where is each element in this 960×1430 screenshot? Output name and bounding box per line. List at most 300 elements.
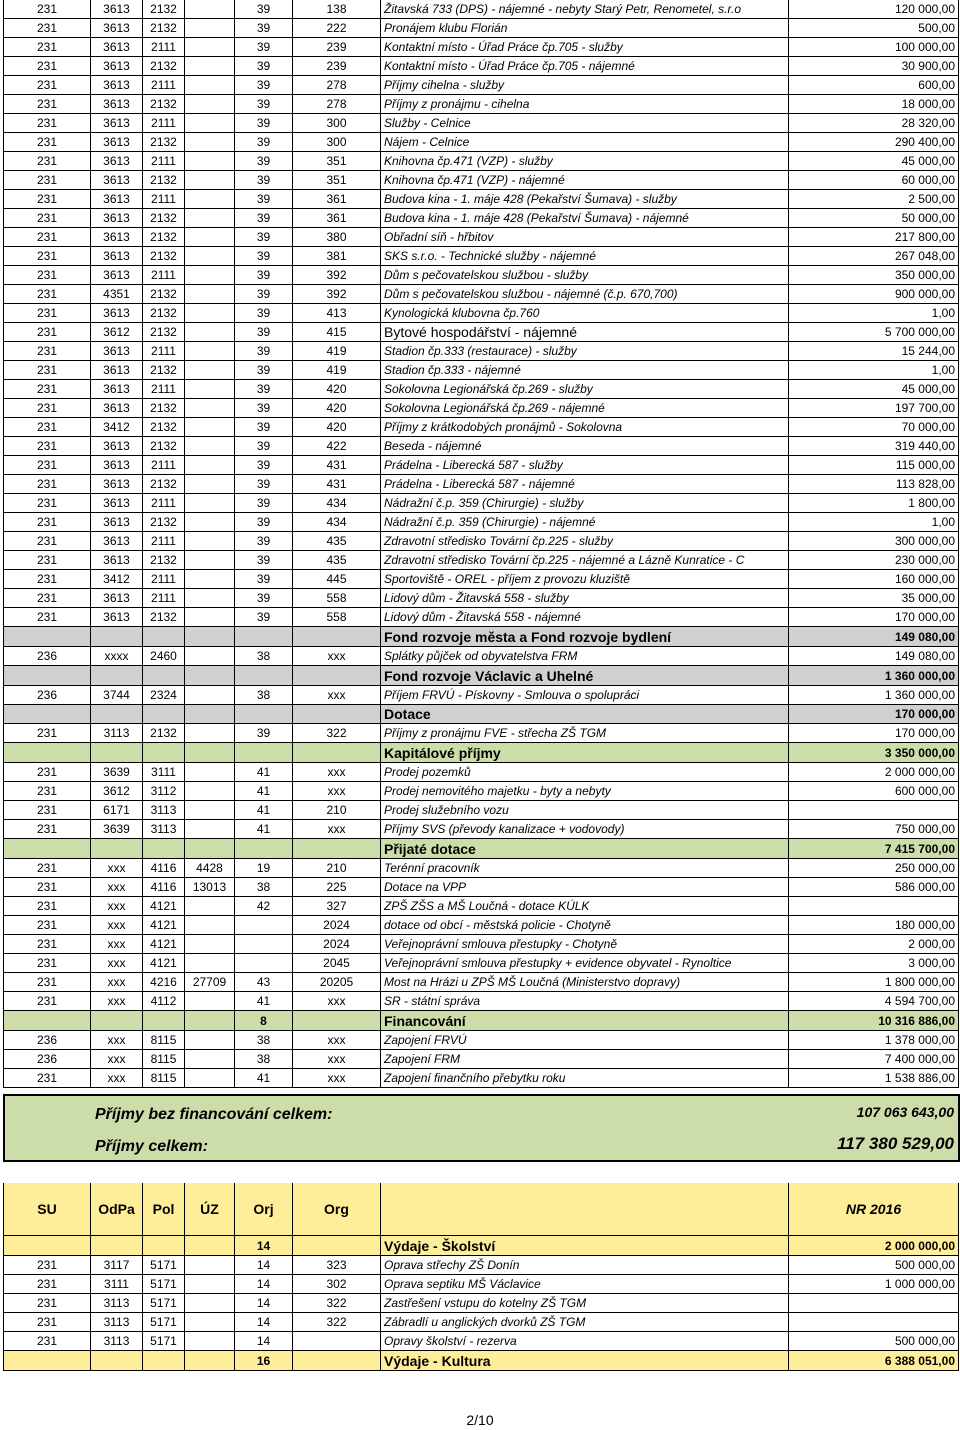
cell-pol: 2132	[143, 513, 185, 532]
cell-description: Prodej služebního vozu	[381, 801, 789, 820]
cell-description: Kontaktní místo - Úřad Práce čp.705 - nájemné	[381, 57, 789, 76]
cell-odpa: 3613	[91, 0, 143, 19]
table-row	[4, 878, 959, 897]
cell-pol: 2132	[143, 608, 185, 627]
cell-uz	[185, 743, 235, 763]
cell-pol: 3113	[143, 820, 185, 839]
cell-odpa: 3613	[91, 228, 143, 247]
cell-pol: 2111	[143, 380, 185, 399]
cell-pol: 5171	[143, 1332, 185, 1351]
cell-pol: 2324	[143, 686, 185, 705]
cell-amount: 350 000,00	[789, 266, 959, 285]
cell-org: 445	[293, 570, 381, 589]
cell-odpa: 3613	[91, 551, 143, 570]
table-row	[4, 19, 959, 38]
table-row	[4, 380, 959, 399]
cell-amount: 1,00	[789, 361, 959, 380]
header-su: SU	[4, 1183, 91, 1236]
cell-pol	[143, 627, 185, 647]
cell-amount: 180 000,00	[789, 916, 959, 935]
cell-uz	[185, 171, 235, 190]
cell-orj: 42	[235, 897, 293, 916]
cell-description: Stadion čp.333 - nájemné	[381, 361, 789, 380]
cell-uz	[185, 133, 235, 152]
cell-uz	[185, 647, 235, 666]
cell-amount: 10 316 886,00	[789, 1011, 959, 1031]
income-total-value: 117 380 529,00	[837, 1134, 954, 1153]
cell-su: 231	[4, 589, 91, 608]
cell-orj: 14	[235, 1332, 293, 1351]
cell-description: Nádražní č.p. 359 (Chirurgie) - nájemné	[381, 513, 789, 532]
cell-su: 231	[4, 266, 91, 285]
cell-amount: 28 320,00	[789, 114, 959, 133]
cell-description: Kapitálové příjmy	[381, 743, 789, 763]
cell-su: 231	[4, 399, 91, 418]
cell-amount: 15 244,00	[789, 342, 959, 361]
table-row	[4, 954, 959, 973]
cell-odpa: 3613	[91, 76, 143, 95]
cell-org: 558	[293, 589, 381, 608]
cell-uz	[185, 724, 235, 743]
cell-su: 231	[4, 1275, 91, 1294]
cell-org: xxx	[293, 992, 381, 1011]
cell-odpa: 3612	[91, 323, 143, 342]
cell-su: 231	[4, 456, 91, 475]
cell-pol	[143, 743, 185, 763]
cell-su: 231	[4, 1069, 91, 1088]
table-row	[4, 763, 959, 782]
cell-uz	[185, 1031, 235, 1050]
cell-pol: 2132	[143, 19, 185, 38]
cell-org: 420	[293, 399, 381, 418]
cell-uz	[185, 1236, 235, 1256]
table-row	[4, 456, 959, 475]
cell-org: xxx	[293, 686, 381, 705]
cell-amount: 500 000,00	[789, 1332, 959, 1351]
table-row	[4, 190, 959, 209]
cell-org: 351	[293, 171, 381, 190]
cell-odpa: 3613	[91, 475, 143, 494]
cell-uz	[185, 57, 235, 76]
cell-amount: 900 000,00	[789, 285, 959, 304]
cell-amount: 7 400 000,00	[789, 1050, 959, 1069]
cell-pol: 4216	[143, 973, 185, 992]
cell-amount: 1,00	[789, 513, 959, 532]
cell-amount: 2 500,00	[789, 190, 959, 209]
cell-orj: 39	[235, 323, 293, 342]
cell-odpa	[91, 743, 143, 763]
cell-orj: 39	[235, 19, 293, 38]
cell-odpa: 3613	[91, 57, 143, 76]
cell-description: Kynologická klubovna čp.760	[381, 304, 789, 323]
totals-box	[3, 1094, 960, 1162]
cell-odpa: 3613	[91, 266, 143, 285]
cell-su: 231	[4, 1332, 91, 1351]
cell-su: 236	[4, 647, 91, 666]
cell-su: 231	[4, 935, 91, 954]
cell-amount: 45 000,00	[789, 152, 959, 171]
table-row	[4, 38, 959, 57]
income-table	[3, 0, 959, 1088]
cell-pol	[143, 839, 185, 859]
table-row	[4, 1313, 959, 1332]
cell-odpa: 3612	[91, 782, 143, 801]
cell-su: 231	[4, 916, 91, 935]
cell-pol: 2132	[143, 0, 185, 19]
cell-pol: 2111	[143, 342, 185, 361]
cell-amount: 290 400,00	[789, 133, 959, 152]
cell-org: 558	[293, 608, 381, 627]
cell-pol: 2132	[143, 285, 185, 304]
cell-odpa: 3613	[91, 589, 143, 608]
cell-org: 413	[293, 304, 381, 323]
cell-pol: 8115	[143, 1031, 185, 1050]
cell-orj: 39	[235, 209, 293, 228]
cell-su: 231	[4, 859, 91, 878]
cell-org: xxx	[293, 820, 381, 839]
cell-su: 231	[4, 782, 91, 801]
cell-odpa: 3613	[91, 19, 143, 38]
cell-amount: 1 800,00	[789, 494, 959, 513]
cell-org: 322	[293, 1313, 381, 1332]
table-row	[4, 1351, 959, 1371]
cell-description: Terénní pracovník	[381, 859, 789, 878]
cell-orj: 43	[235, 973, 293, 992]
cell-su: 231	[4, 551, 91, 570]
cell-org: 415	[293, 323, 381, 342]
cell-orj: 39	[235, 532, 293, 551]
cell-orj: 39	[235, 114, 293, 133]
cell-org: xxx	[293, 647, 381, 666]
cell-odpa: 3613	[91, 342, 143, 361]
cell-odpa: xxx	[91, 878, 143, 897]
cell-orj: 39	[235, 76, 293, 95]
cell-su: 231	[4, 380, 91, 399]
cell-description: Sokolovna Legionářská čp.269 - služby	[381, 380, 789, 399]
cell-odpa: 3613	[91, 38, 143, 57]
cell-su: 231	[4, 1294, 91, 1313]
header-uz: ÚZ	[185, 1183, 235, 1236]
cell-uz	[185, 190, 235, 209]
cell-uz	[185, 532, 235, 551]
cell-uz	[185, 361, 235, 380]
cell-amount	[789, 1313, 959, 1332]
cell-org: 351	[293, 152, 381, 171]
cell-description: Příjmy SVS (převody kanalizace + vodovody)	[381, 820, 789, 839]
cell-amount: 60 000,00	[789, 171, 959, 190]
cell-odpa: 3613	[91, 494, 143, 513]
cell-su: 231	[4, 418, 91, 437]
cell-su	[4, 1351, 91, 1371]
table-row	[4, 152, 959, 171]
cell-description: Příjmy cihelna - služby	[381, 76, 789, 95]
cell-orj: 39	[235, 285, 293, 304]
cell-pol: 3111	[143, 763, 185, 782]
table-row	[4, 266, 959, 285]
cell-pol: 2111	[143, 190, 185, 209]
cell-org: 431	[293, 475, 381, 494]
cell-orj: 41	[235, 801, 293, 820]
cell-pol: 2111	[143, 494, 185, 513]
cell-description: Most na Hrázi u ZPŠ MŠ Loučná (Ministerstvo dopravy)	[381, 973, 789, 992]
cell-org: 300	[293, 133, 381, 152]
cell-orj: 14	[235, 1294, 293, 1313]
cell-orj	[235, 935, 293, 954]
cell-description: Splátky půjček od obyvatelstva FRM	[381, 647, 789, 666]
cell-pol: 2132	[143, 437, 185, 456]
cell-orj: 39	[235, 228, 293, 247]
cell-org: 381	[293, 247, 381, 266]
cell-org: 420	[293, 418, 381, 437]
cell-uz: 4428	[185, 859, 235, 878]
cell-uz	[185, 935, 235, 954]
cell-amount: 149 080,00	[789, 647, 959, 666]
cell-description: Výdaje - Kultura	[381, 1351, 789, 1371]
cell-su: 231	[4, 897, 91, 916]
cell-orj: 39	[235, 724, 293, 743]
cell-org: 422	[293, 437, 381, 456]
cell-su: 231	[4, 209, 91, 228]
cell-pol: 2132	[143, 323, 185, 342]
cell-uz	[185, 916, 235, 935]
cell-su	[4, 839, 91, 859]
cell-description: Dotace	[381, 705, 789, 724]
cell-orj: 39	[235, 57, 293, 76]
cell-orj: 39	[235, 133, 293, 152]
cell-odpa	[91, 1351, 143, 1371]
cell-uz	[185, 551, 235, 570]
cell-odpa: 3613	[91, 456, 143, 475]
cell-description: Dům s pečovatelskou službou - služby	[381, 266, 789, 285]
cell-amount: 300 000,00	[789, 532, 959, 551]
cell-description: Přijaté dotace	[381, 839, 789, 859]
cell-su: 231	[4, 1313, 91, 1332]
cell-pol: 2132	[143, 418, 185, 437]
cell-uz	[185, 247, 235, 266]
cell-su: 231	[4, 820, 91, 839]
cell-orj: 39	[235, 266, 293, 285]
cell-org: 419	[293, 342, 381, 361]
cell-su: 231	[4, 1256, 91, 1275]
table-row	[4, 916, 959, 935]
cell-description: Zábradlí u anglických dvorků ZŠ TGM	[381, 1313, 789, 1332]
cell-org: 322	[293, 1294, 381, 1313]
table-row	[4, 418, 959, 437]
cell-uz	[185, 76, 235, 95]
cell-orj: 39	[235, 38, 293, 57]
cell-uz	[185, 801, 235, 820]
table-row	[4, 1275, 959, 1294]
cell-su: 231	[4, 494, 91, 513]
cell-description: Oprava septiku MŠ Václavice	[381, 1275, 789, 1294]
table-row	[4, 475, 959, 494]
cell-amount: 7 415 700,00	[789, 839, 959, 859]
table-row	[4, 361, 959, 380]
cell-org	[293, 627, 381, 647]
cell-uz	[185, 0, 235, 19]
cell-odpa	[91, 1011, 143, 1031]
cell-pol: 2111	[143, 589, 185, 608]
table-row	[4, 1011, 959, 1031]
cell-orj: 39	[235, 494, 293, 513]
cell-uz	[185, 513, 235, 532]
cell-orj: 39	[235, 361, 293, 380]
cell-uz	[185, 304, 235, 323]
cell-org: 322	[293, 724, 381, 743]
cell-uz	[185, 475, 235, 494]
cell-org: 302	[293, 1275, 381, 1294]
cell-org: 210	[293, 859, 381, 878]
cell-odpa: 3744	[91, 686, 143, 705]
cell-description: Bytové hospodářství - nájemné	[381, 323, 789, 342]
income-without-financing-label: Příjmy bez financování celkem:	[95, 1106, 333, 1123]
cell-odpa: 3613	[91, 399, 143, 418]
cell-pol: 2132	[143, 551, 185, 570]
cell-description: Financování	[381, 1011, 789, 1031]
cell-pol: 5171	[143, 1294, 185, 1313]
cell-description: Fond rozvoje Václavic a Uhelné	[381, 666, 789, 686]
table-row	[4, 801, 959, 820]
cell-org: 2024	[293, 916, 381, 935]
cell-uz	[185, 19, 235, 38]
cell-org	[293, 705, 381, 724]
cell-su: 231	[4, 954, 91, 973]
cell-org: xxx	[293, 1050, 381, 1069]
cell-org: xxx	[293, 763, 381, 782]
cell-su: 231	[4, 228, 91, 247]
cell-amount: 3 350 000,00	[789, 743, 959, 763]
cell-pol: 2132	[143, 209, 185, 228]
cell-su	[4, 1236, 91, 1256]
cell-amount: 5 700 000,00	[789, 323, 959, 342]
cell-amount: 319 440,00	[789, 437, 959, 456]
cell-description: SR - státní správa	[381, 992, 789, 1011]
cell-org	[293, 1011, 381, 1031]
cell-su: 231	[4, 763, 91, 782]
cell-amount: 2 000 000,00	[789, 763, 959, 782]
table-row	[4, 323, 959, 342]
header-orj: Orj	[235, 1183, 293, 1236]
cell-org: 361	[293, 190, 381, 209]
cell-orj: 41	[235, 763, 293, 782]
cell-uz	[185, 627, 235, 647]
table-row	[4, 1294, 959, 1313]
cell-odpa: xxx	[91, 1050, 143, 1069]
cell-orj: 39	[235, 95, 293, 114]
cell-odpa: 3613	[91, 380, 143, 399]
cell-description: Veřejnoprávní smlouva přestupky - Chotyně	[381, 935, 789, 954]
cell-uz: 27709	[185, 973, 235, 992]
cell-su: 231	[4, 0, 91, 19]
cell-amount: 250 000,00	[789, 859, 959, 878]
cell-su	[4, 705, 91, 724]
cell-orj: 39	[235, 475, 293, 494]
cell-uz	[185, 38, 235, 57]
cell-uz	[185, 1256, 235, 1275]
cell-orj	[235, 666, 293, 686]
cell-su: 231	[4, 19, 91, 38]
cell-orj: 39	[235, 513, 293, 532]
cell-su: 236	[4, 1050, 91, 1069]
cell-orj	[235, 916, 293, 935]
cell-description: Kontaktní místo - Úřad Práce čp.705 - služby	[381, 38, 789, 57]
cell-odpa: 3613	[91, 513, 143, 532]
table-row	[4, 342, 959, 361]
cell-odpa: 3111	[91, 1275, 143, 1294]
cell-pol: 2132	[143, 361, 185, 380]
table-row	[4, 992, 959, 1011]
cell-pol	[143, 1351, 185, 1371]
cell-amount: 149 080,00	[789, 627, 959, 647]
cell-pol: 5171	[143, 1256, 185, 1275]
cell-orj	[235, 743, 293, 763]
table-row	[4, 171, 959, 190]
cell-org: 2045	[293, 954, 381, 973]
cell-amount: 1 000 000,00	[789, 1275, 959, 1294]
table-row	[4, 437, 959, 456]
cell-amount: 70 000,00	[789, 418, 959, 437]
cell-pol: 2132	[143, 133, 185, 152]
cell-uz	[185, 114, 235, 133]
table-row	[4, 859, 959, 878]
cell-amount: 500,00	[789, 19, 959, 38]
table-row	[4, 589, 959, 608]
table-row	[4, 724, 959, 743]
cell-su: 231	[4, 133, 91, 152]
cell-description: Veřejnoprávní smlouva přestupky + evidence obyvatel - Rynoltice	[381, 954, 789, 973]
cell-amount: 600 000,00	[789, 782, 959, 801]
cell-pol	[143, 666, 185, 686]
cell-amount: 6 388 051,00	[789, 1351, 959, 1371]
cell-odpa: 3613	[91, 247, 143, 266]
cell-amount: 170 000,00	[789, 705, 959, 724]
cell-description: Stadion čp.333 (restaurace) - služby	[381, 342, 789, 361]
cell-uz	[185, 95, 235, 114]
table-row	[4, 686, 959, 705]
table-row	[4, 304, 959, 323]
cell-su: 231	[4, 152, 91, 171]
cell-amount: 1 800 000,00	[789, 973, 959, 992]
cell-amount	[789, 1294, 959, 1313]
cell-su: 231	[4, 608, 91, 627]
cell-org	[293, 1236, 381, 1256]
cell-pol: 2111	[143, 38, 185, 57]
cell-pol: 2132	[143, 399, 185, 418]
cell-su: 231	[4, 247, 91, 266]
table-row	[4, 935, 959, 954]
cell-odpa: xxx	[91, 992, 143, 1011]
cell-odpa: 3639	[91, 763, 143, 782]
table-row	[4, 285, 959, 304]
table-row	[4, 57, 959, 76]
cell-odpa: 3613	[91, 209, 143, 228]
cell-org: 434	[293, 494, 381, 513]
cell-description: Prádelna - Liberecká 587 - nájemné	[381, 475, 789, 494]
cell-orj: 16	[235, 1351, 293, 1371]
cell-pol	[143, 1236, 185, 1256]
cell-uz: 13013	[185, 878, 235, 897]
cell-description: Zapojení FRVÚ	[381, 1031, 789, 1050]
table-row	[4, 76, 959, 95]
cell-org	[293, 666, 381, 686]
cell-org: 210	[293, 801, 381, 820]
page-number: 2/10	[466, 1412, 494, 1428]
table-row	[4, 551, 959, 570]
cell-pol: 2132	[143, 228, 185, 247]
cell-su: 231	[4, 992, 91, 1011]
cell-description: Dotace na VPP	[381, 878, 789, 897]
cell-org: 323	[293, 1256, 381, 1275]
